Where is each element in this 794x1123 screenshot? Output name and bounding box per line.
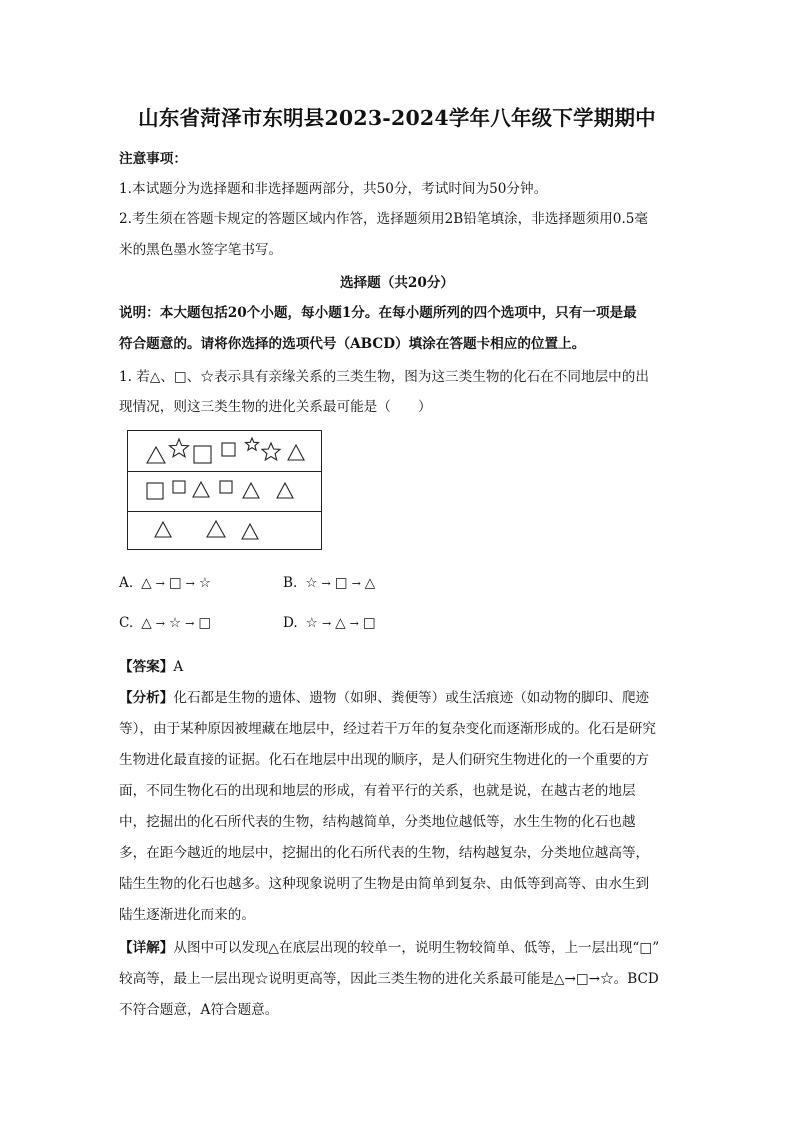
analysis-line-7: 陆生生物的化石也越多。这种现象说明了生物是由简单到复杂、由低等到高等、由水生到 (119, 876, 650, 892)
question-1-line-1: 1. 若△、□、☆表示具有亲缘关系的三类生物，图为这三类生物的化石在不同地层中的出 (119, 369, 649, 385)
arrow-icon: → (155, 576, 165, 590)
answer-line (119, 655, 183, 675)
analysis-line-8: 陆生逐渐进化而来的。 (119, 907, 255, 923)
analysis-tag: 【分析】 (119, 690, 174, 706)
triangle-icon (242, 524, 258, 539)
option-c-label: C. (119, 615, 134, 631)
option-a[interactable] (119, 575, 211, 591)
triangle-icon (193, 482, 209, 497)
option-d-symbol-3: □ (362, 615, 376, 631)
option-c-symbol-1: △ (141, 615, 152, 631)
square-icon (220, 481, 232, 493)
star-icon (262, 443, 280, 460)
option-d-symbol-1: ☆ (305, 615, 318, 631)
notice-heading: 注意事项： (119, 151, 187, 167)
analysis-text: 化石都是生物的遗体、遗物（如卵、粪便等）或生活痕迹（如动物的脚印、爬迹 (173, 690, 650, 706)
section-description-line-2: 符合题意的。请将你选择的选项代号（ABCD）填涂在答题卡相应的位置上。 (119, 336, 586, 352)
triangle-icon (277, 483, 293, 498)
star-icon (170, 439, 189, 457)
page-title: 山东省菏泽市东明县2023-2024学年八年级下学期期中 (138, 106, 656, 130)
arrow-icon: → (351, 576, 361, 590)
detail-line-2: 较高等，最上一层出现☆说明更高等，因此三类生物的进化关系最可能是△→□→☆。BCD (119, 971, 659, 987)
arrow-icon: → (321, 576, 331, 590)
notice-item-2-line-1: 2.考生须在答题卡规定的答题区域内作答，选择题须用2B铅笔填涂，非选择题须用0.5毫 (119, 211, 649, 227)
notice-item-2-line-2: 米的黑色墨水签字笔书写。 (119, 242, 283, 258)
arrow-icon: → (321, 616, 332, 630)
option-d[interactable] (283, 615, 376, 631)
option-b-symbol-3: △ (364, 575, 376, 591)
fossil-symbols (128, 431, 323, 551)
analysis-line-1 (119, 686, 649, 706)
detail-line-3: 不符合题意，A符合题意。 (119, 1002, 279, 1018)
triangle-icon (155, 522, 171, 537)
section-title: 选择题（共20分） (339, 275, 455, 291)
arrow-icon: → (155, 616, 165, 630)
option-d-label: D. (283, 615, 298, 631)
option-a-label: A. (119, 575, 134, 591)
analysis-line-2: 等），由于某种原因被埋藏在地层中，经过若干万年的复杂变化而逐渐形成的。化石是研究 (119, 721, 656, 737)
option-b-symbol-2: □ (334, 575, 348, 591)
star-icon (246, 438, 259, 450)
triangle-icon (243, 483, 259, 498)
analysis-line-3: 生物进化最直接的证据。化石在地层中出现的顺序，是人们研究生物进化的一个重要的方 (119, 752, 650, 768)
option-c[interactable] (119, 615, 211, 631)
square-icon (147, 483, 163, 499)
detail-text: 从图中可以发现△在底层出现的较单一，说明生物较简单、低等，上一层出现“□” (173, 940, 660, 956)
detail-tag: 【详解】 (119, 940, 174, 956)
triangle-icon (147, 447, 165, 463)
option-b[interactable] (283, 575, 375, 591)
answer-value: A (173, 659, 184, 675)
option-a-symbol-2: □ (168, 575, 182, 591)
option-b-label: B. (283, 575, 298, 591)
fossil-strata-figure (127, 430, 322, 550)
detail-line-1 (119, 936, 659, 956)
option-a-symbol-1: △ (141, 575, 152, 591)
option-c-symbol-3: □ (198, 615, 212, 631)
arrow-icon: → (185, 576, 195, 590)
question-1-line-2: 现情况，则这三类生物的进化关系最可能是（ ） (119, 399, 432, 415)
section-description-line-1: 说明：本大题包括20个小题，每小题1分。在每小题所列的四个选项中，只有一项是最 (119, 305, 637, 321)
arrow-icon: → (349, 616, 359, 630)
analysis-line-6: 多，在距今越近的地层中，挖掘出的化石所代表的生物，结构越复杂，分类地位越高等， (119, 845, 650, 861)
analysis-line-5: 中，挖掘出的化石所代表的生物，结构越简单，分类地位越低等，水生生物的化石也越 (119, 814, 636, 830)
arrow-icon: → (185, 616, 195, 630)
option-a-symbol-3: ☆ (198, 575, 212, 591)
triangle-icon (207, 521, 225, 537)
option-b-symbol-1: ☆ (305, 575, 318, 591)
square-icon (194, 446, 211, 463)
answer-tag: 【答案】 (119, 659, 174, 675)
triangle-icon (288, 445, 304, 460)
analysis-line-4: 面，不同生物化石的出现和地层的形成，有着平行的关系，也就是说，在越古老的地层 (119, 783, 636, 799)
square-icon (222, 443, 235, 456)
notice-item-1: 1.本试题分为选择题和非选择题两部分，共50分，考试时间为50分钟。 (119, 181, 548, 197)
option-c-symbol-2: ☆ (168, 615, 182, 631)
square-icon (173, 481, 185, 493)
option-d-symbol-2: △ (335, 615, 346, 631)
